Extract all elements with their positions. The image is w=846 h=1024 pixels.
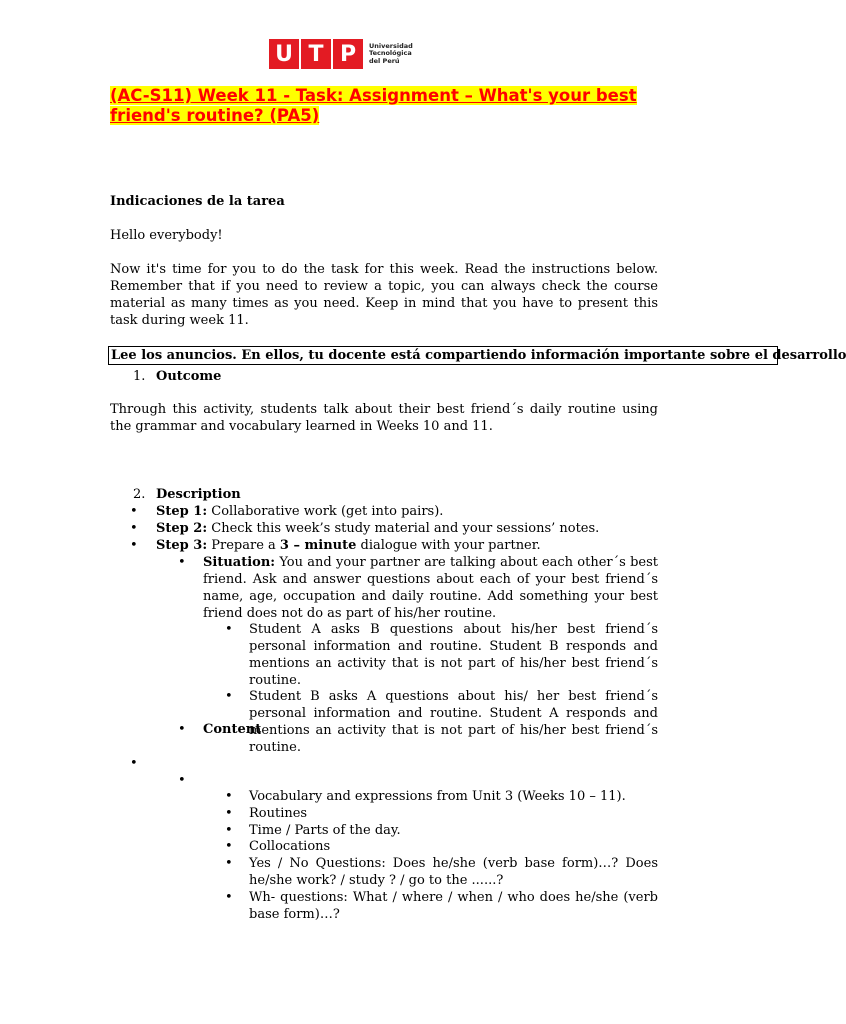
bullet-icon: • <box>225 839 233 854</box>
content-item: Time / Parts of the day. <box>249 823 401 838</box>
content-heading: Content <box>203 722 262 737</box>
situation-text: You and your partner are talking about each other´s best friend. Ask and answer questions about each of your best friend´s name, age, occupation and daily routine. Add something your best friend does not do as part of his/her routine. <box>203 555 658 621</box>
step-2-text: Check this week’s study material and your sessions’ notes. <box>207 521 600 536</box>
bullet-icon: • <box>225 789 233 804</box>
content-item: Vocabulary and expressions from Unit 3 (Weeks 10 – 11). <box>249 789 626 804</box>
step-3-duration: 3 – minute <box>279 538 357 553</box>
announcement-notice: Lee los anuncios. En ellos, tu docente está compartiendo información importante sobre el desarrollo <box>108 346 778 365</box>
intro-paragraph: Now it's time for you to do the task for this week. Read the instructions below. Remember that if you need to review a topic, you can always check the course material as many times as you need. Keep in mind that you have to present this task during week 11. <box>110 262 658 328</box>
title-text: (AC-S11) Week 11 - Task: Assignment – What's your best friend's routine? (PA5) <box>110 86 637 125</box>
step-3 <box>156 537 666 554</box>
content-item: Wh- questions: What / where / when / who does he/she (verb base form)…? <box>249 890 658 922</box>
outcome-number: 1. <box>133 369 146 384</box>
step-3-label: Step 3: <box>156 538 208 553</box>
step-2 <box>156 520 666 537</box>
content-item: Routines <box>249 806 308 821</box>
utp-logo <box>269 38 413 70</box>
logo-line-3: del Perú <box>369 56 400 65</box>
bullet-icon: • <box>225 689 233 704</box>
step-3-post: dialogue with your partner. <box>356 538 541 553</box>
logo-letter-u: U <box>269 39 299 69</box>
content-item: Yes / No Questions: Does he/she (verb base form)…? Does he/she work? / study ? / go to the ......? <box>249 856 658 888</box>
logo-line-2: Tecnológica <box>369 49 412 58</box>
bullet-icon: • <box>130 756 138 771</box>
outcome-heading: Outcome <box>156 369 222 384</box>
logo-letter-t: T <box>301 39 331 69</box>
outcome-text: Through this activity, students talk about their best friend´s daily routine using the grammar and vocabulary learned in Weeks 10 and 11. <box>110 402 658 434</box>
step-1-text: Collaborative work (get into pairs). <box>207 504 444 519</box>
description-heading: Description <box>156 487 241 502</box>
bullet-icon: • <box>130 538 138 553</box>
step-2-label: Step 2: <box>156 521 208 536</box>
bullet-icon: • <box>225 856 233 871</box>
situation <box>203 554 658 622</box>
section-heading: Indicaciones de la tarea <box>110 194 285 209</box>
situation-label: Situation: <box>203 555 276 570</box>
bullet-icon: • <box>178 773 186 788</box>
step-3-pre: Prepare a <box>207 538 280 553</box>
content-item: Collocations <box>249 839 331 854</box>
step-1 <box>156 503 666 520</box>
bullet-icon: • <box>225 622 233 637</box>
logo-letter-p: P <box>333 39 363 69</box>
student-b-item: Student B asks A questions about his/ her best friend´s personal information and routine. Student A responds and mentions an activity that is not part of his/her best friend´s routine. <box>249 689 658 755</box>
logo-line-1: Universidad <box>369 41 413 50</box>
page-title <box>110 86 670 126</box>
logo-wordmark <box>369 43 413 66</box>
bullet-icon: • <box>178 555 186 570</box>
bullet-icon: • <box>225 890 233 905</box>
bullet-icon: • <box>178 722 186 737</box>
greeting: Hello everybody! <box>110 228 223 243</box>
bullet-icon: • <box>130 504 138 519</box>
step-1-label: Step 1: <box>156 504 208 519</box>
student-a-item: Student A asks B questions about his/her best friend´s personal information and routine. Student B responds and mentions an activity that is not part of his/her best friend´s routine. <box>249 622 658 688</box>
bullet-icon: • <box>225 823 233 838</box>
bullet-icon: • <box>130 521 138 536</box>
bullet-icon: • <box>225 806 233 821</box>
description-number: 2. <box>133 487 146 502</box>
